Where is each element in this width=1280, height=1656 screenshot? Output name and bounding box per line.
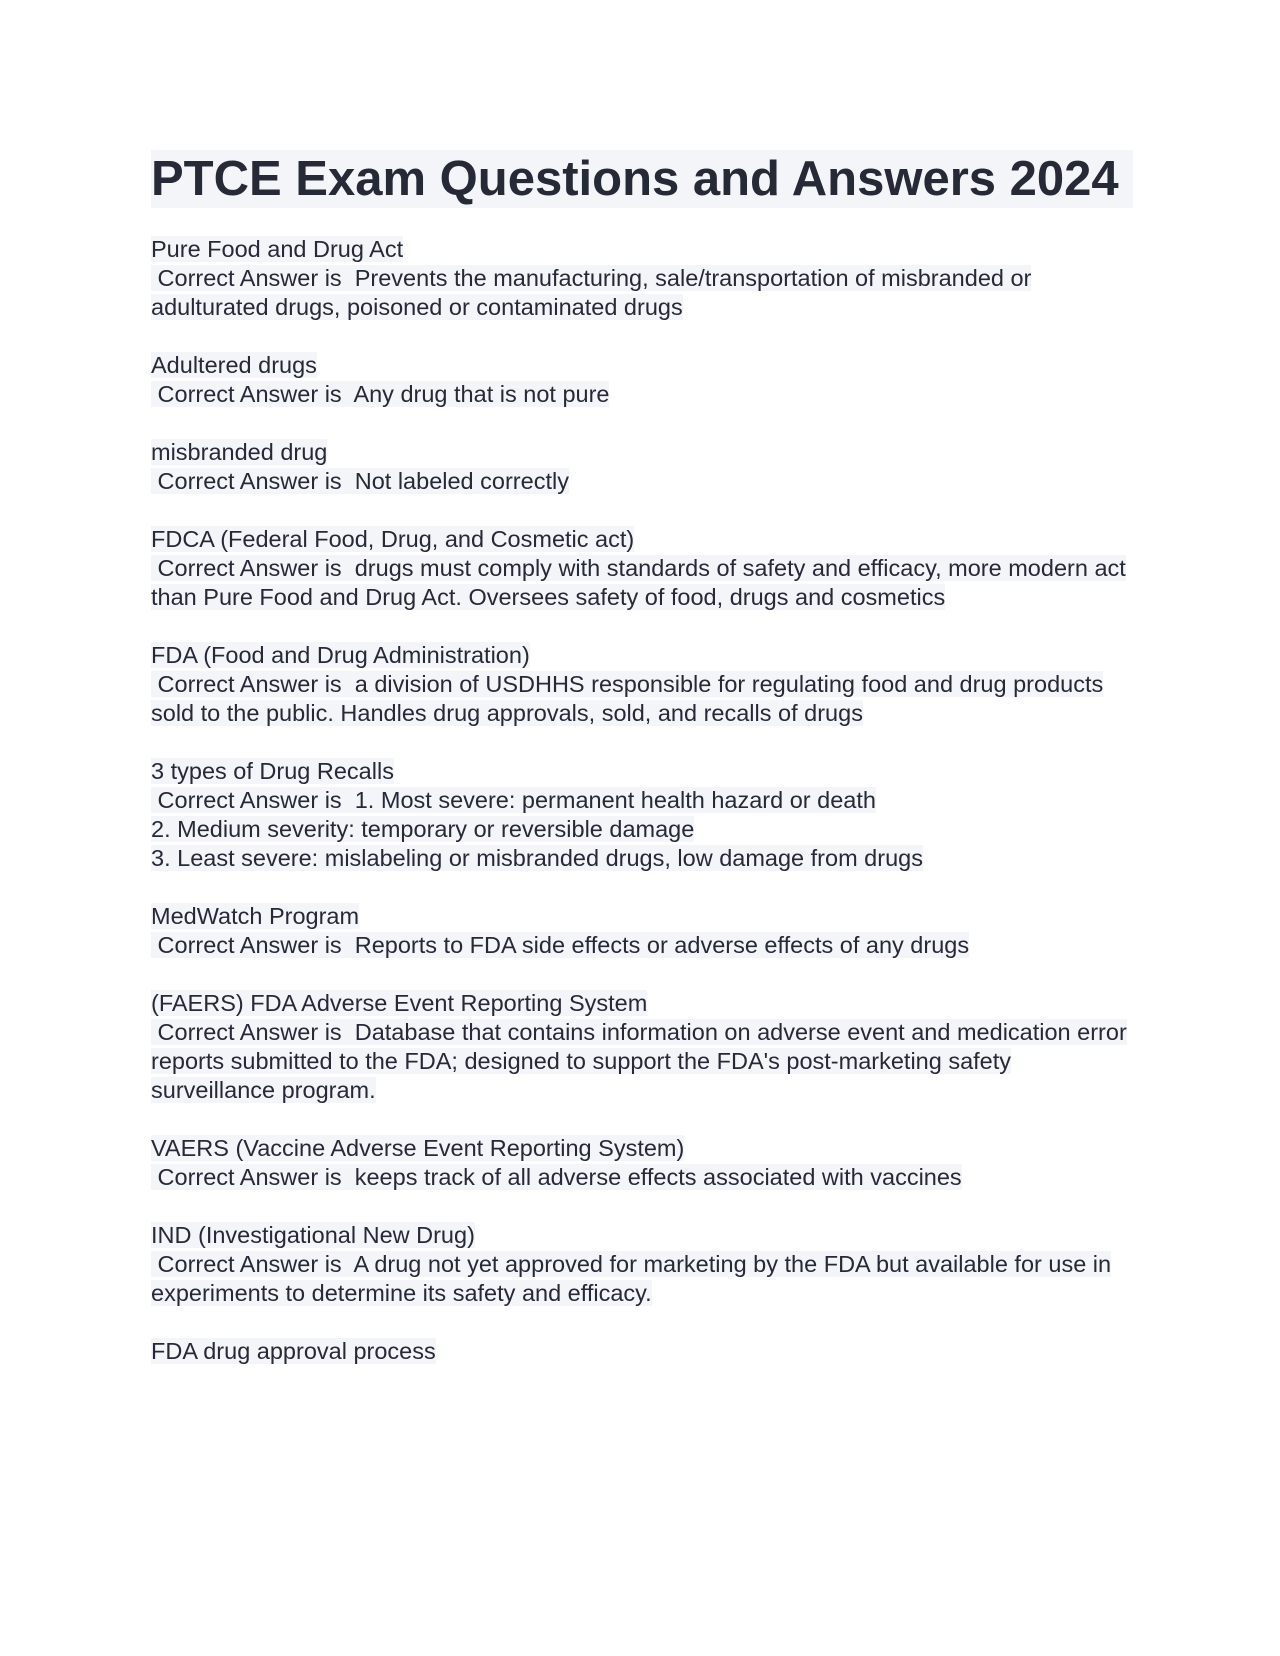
answer-prefix: Correct Answer is [157, 1019, 342, 1045]
qa-item [151, 438, 1133, 496]
qa-item [151, 902, 1133, 960]
document-page [151, 150, 1133, 1395]
qa-list [151, 235, 1133, 1366]
qa-item [151, 235, 1133, 322]
question-text: IND (Investigational New Drug) [151, 1222, 475, 1248]
answer-text-line: 2. Medium severity: temporary or reversible damage [151, 816, 695, 842]
answer-text: A drug not yet approved for marketing by the FDA but available for use in experiments to determine its safety and efficacy. [151, 1251, 1112, 1306]
answer-prefix: Correct Answer is [157, 1164, 342, 1190]
answer-text: Any drug that is not pure [353, 381, 610, 407]
question-text: FDCA (Federal Food, Drug, and Cosmetic act) [151, 526, 635, 552]
answer-text-line: 3. Least severe: mislabeling or misbranded drugs, low damage from drugs [151, 845, 923, 871]
qa-item [151, 989, 1133, 1105]
answer-prefix: Correct Answer is [157, 671, 342, 697]
qa-item [151, 1221, 1133, 1308]
question-text: Adultered drugs [151, 352, 317, 378]
answer-prefix: Correct Answer is [157, 1251, 342, 1277]
question-text: VAERS (Vaccine Adverse Event Reporting System) [151, 1135, 685, 1161]
answer-text: Database that contains information on adverse event and medication error reports submitted to the FDA; designed to support the FDA's post-marketing safety surveillance program. [151, 1019, 1127, 1103]
answer-text: a division of USDHHS responsible for regulating food and drug products sold to the public. Handles drug approvals, sold, and recalls of drugs [151, 671, 1104, 726]
answer-text: Reports to FDA side effects or adverse effects of any drugs [354, 932, 970, 958]
answer-text: keeps track of all adverse effects associated with vaccines [354, 1164, 962, 1190]
answer-text: Not labeled correctly [354, 468, 569, 494]
answer-prefix: Correct Answer is [157, 555, 342, 581]
answer-prefix: Correct Answer is [157, 787, 342, 813]
question-text: FDA drug approval process [151, 1338, 436, 1364]
qa-item [151, 1337, 1133, 1366]
answer-text: 1. Most severe: permanent health hazard or death [354, 787, 876, 813]
question-text: FDA (Food and Drug Administration) [151, 642, 530, 668]
answer-prefix: Correct Answer is [157, 265, 342, 291]
qa-item [151, 351, 1133, 409]
document-title: PTCE Exam Questions and Answers 2024 [151, 150, 1133, 208]
question-text: Pure Food and Drug Act [151, 236, 404, 262]
answer-prefix: Correct Answer is [157, 468, 342, 494]
question-text: (FAERS) FDA Adverse Event Reporting System [151, 990, 648, 1016]
qa-item [151, 1134, 1133, 1192]
question-text: 3 types of Drug Recalls [151, 758, 394, 784]
question-text: MedWatch Program [151, 903, 360, 929]
qa-item [151, 525, 1133, 612]
answer-prefix: Correct Answer is [157, 381, 342, 407]
qa-item [151, 757, 1133, 873]
question-text: misbranded drug [151, 439, 328, 465]
qa-item [151, 641, 1133, 728]
answer-text: drugs must comply with standards of safety and efficacy, more modern act than Pure Food and Drug Act. Oversees safety of food, drugs and cosmetics [151, 555, 1126, 610]
answer-text: Prevents the manufacturing, sale/transportation of misbranded or adulturated drugs, poisoned or contaminated drugs [151, 265, 1032, 320]
answer-prefix: Correct Answer is [157, 932, 342, 958]
